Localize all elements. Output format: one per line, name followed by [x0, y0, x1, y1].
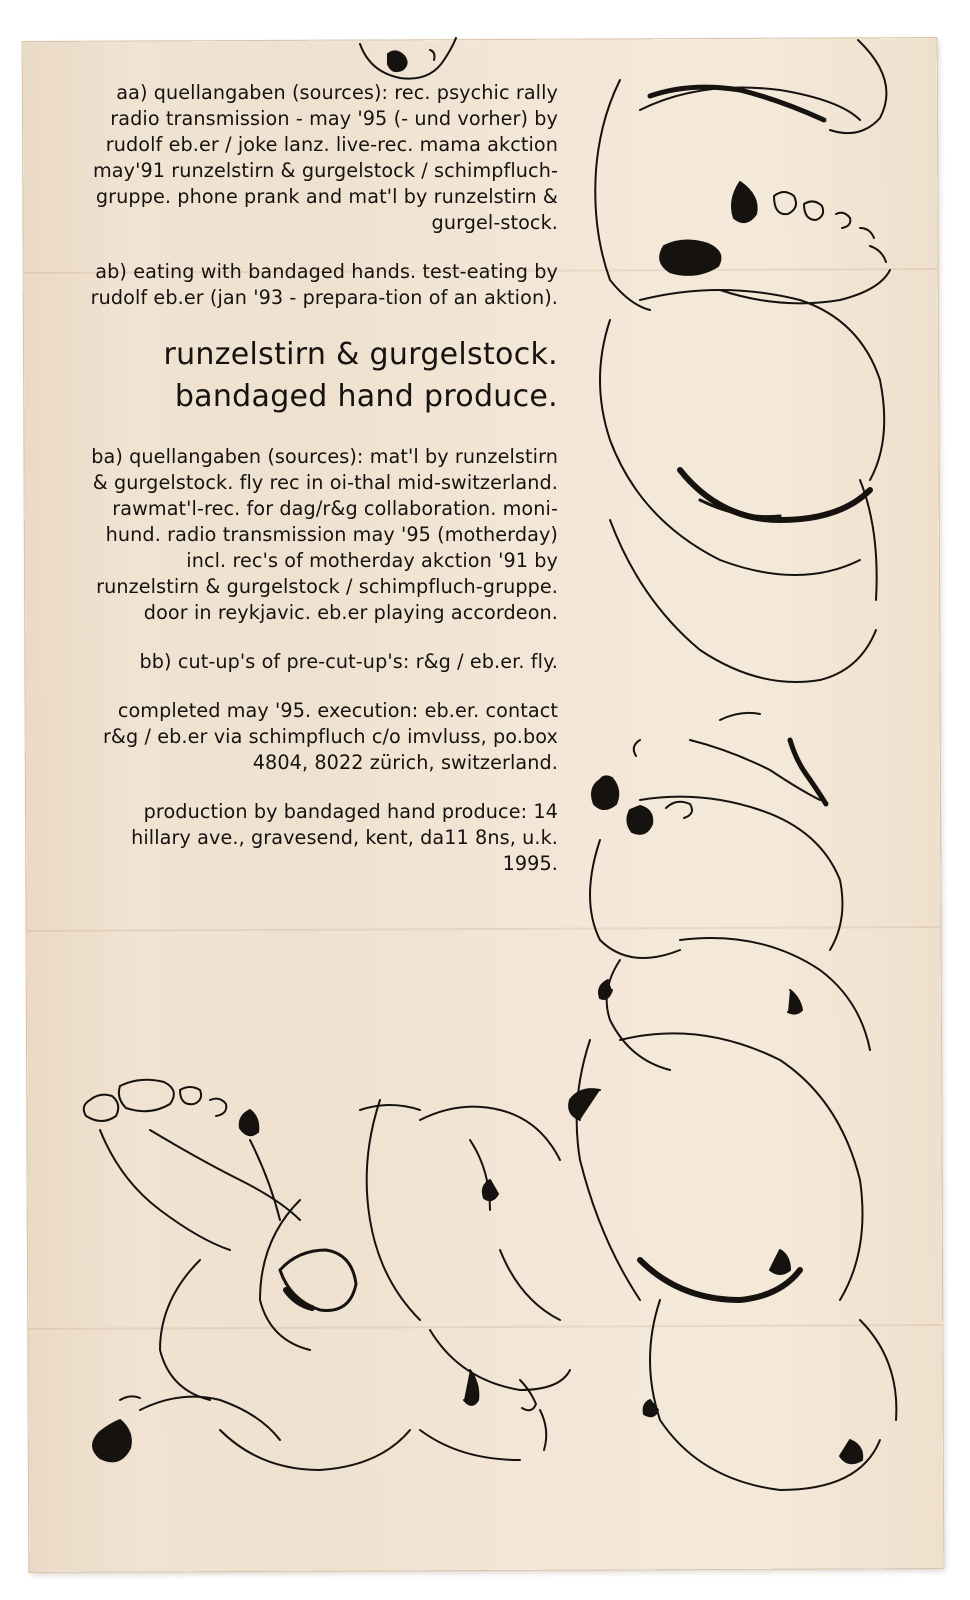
- top-figure-fragment: [360, 38, 456, 79]
- lower-middle-figure: [360, 1100, 570, 1460]
- liner-notes-text: [78, 80, 558, 900]
- title-line-label: bandaged hand produce.: [174, 379, 558, 414]
- middle-right-figure: [590, 713, 870, 1070]
- title-line-artist: runzelstirn & gurgelstock.: [163, 337, 558, 372]
- lower-right-figure: [569, 1033, 896, 1490]
- sources-aa-paragraph: aa) quellangaben (sources): rec. psychic rally radio transmission - may '95 (- und vorher) by rudolf eb.er / joke lanz. live-rec. mama akction may'91 runzelstirn & gurgelstock / schimpfluch-gruppe. phone prank and mat'l by runzelstirn & gurgel-stock.: [92, 81, 558, 234]
- eating-ab-paragraph: ab) eating with bandaged hands. test-eating by rudolf eb.er (jan '93 - prepara-tion of an aktion).: [90, 260, 558, 309]
- sources-ba-paragraph: ba) quellangaben (sources): mat'l by runzelstirn & gurgelstock. fly rec in oi-thal mid-switzerland. rawmat'l-rec. for dag/r&g collaboration. moni-hund. radio transmission may '95 (motherday) incl. rec's of motherday akction '91 by runzelstirn & gurgelstock / schimpfluch-gruppe. door in reykjavic. eb.er playing accordeon.: [91, 445, 558, 624]
- upper-right-figure: [595, 40, 890, 682]
- lower-left-figure: [84, 1080, 410, 1470]
- title-headline: [78, 334, 558, 418]
- completed-contact-paragraph: completed may '95. execution: eb.er. contact r&g / eb.er via schimpfluch c/o imvluss, po.box 4804, 8022 zürich, switzerland.: [102, 699, 558, 774]
- cutups-bb-paragraph: bb) cut-up's of pre-cut-up's: r&g / eb.er. fly.: [139, 650, 558, 673]
- production-address-paragraph: production by bandaged hand produce: 14 hillary ave., gravesend, kent, da11 8ns, u.k. 1995.: [131, 800, 558, 875]
